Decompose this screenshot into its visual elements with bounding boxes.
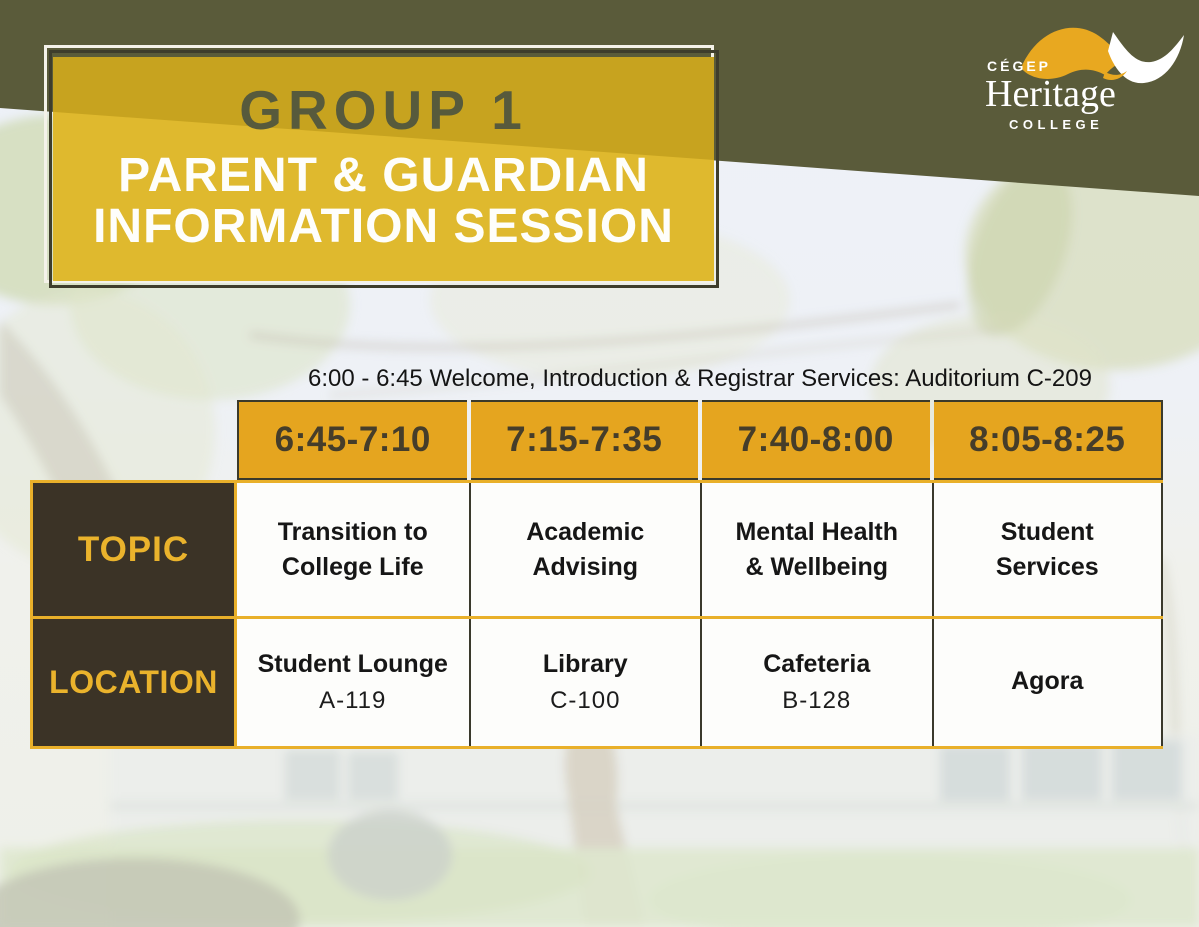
location-name: Agora (1011, 667, 1084, 695)
location-room: A-119 (319, 687, 387, 715)
logo-name-text: Heritage (985, 73, 1116, 115)
location-room: B-128 (782, 687, 852, 715)
title-box (53, 57, 714, 281)
topic-line: & Wellbeing (745, 552, 889, 581)
topic-line: Student (1000, 517, 1094, 546)
topic-line: College Life (281, 552, 424, 581)
topic-row-label: TOPIC (30, 483, 237, 616)
group-label: GROUP 1 (239, 79, 528, 141)
topic-cell (932, 483, 1164, 616)
topic-line: Academic (526, 517, 645, 546)
location-cell (469, 619, 701, 746)
location-name: Library (542, 650, 628, 679)
logo-cegep-text: CÉGEP (987, 58, 1052, 74)
topic-line: Mental Health (735, 517, 899, 546)
session-title-line1: PARENT & GUARDIAN (118, 149, 649, 202)
location-name: Student Lounge (257, 650, 448, 679)
time-header-cell: 7:15-7:35 (471, 400, 699, 480)
location-cell (932, 619, 1164, 746)
logo-college-text: COLLEGE (1009, 117, 1104, 132)
session-title (53, 151, 714, 253)
topic-line: Services (995, 552, 1099, 581)
location-row-label: LOCATION (30, 619, 237, 746)
schedule-body (30, 480, 1163, 749)
location-cell (700, 619, 932, 746)
heritage-college-logo (975, 16, 1195, 146)
intro-note: 6:00 - 6:45 Welcome, Introduction & Registrar Services: Auditorium C-209 (308, 365, 1092, 392)
location-cell (237, 619, 469, 746)
topic-cell (700, 483, 932, 616)
topic-cell (469, 483, 701, 616)
topic-line: Transition to (277, 517, 428, 546)
topic-cell (237, 483, 469, 616)
time-header-cell: 7:40-8:00 (702, 400, 930, 480)
location-name: Cafeteria (763, 650, 871, 679)
time-header-cell: 6:45-7:10 (237, 400, 467, 480)
location-room: C-100 (550, 687, 621, 715)
time-header-cell: 8:05-8:25 (934, 400, 1164, 480)
time-header-row (237, 400, 1163, 480)
session-title-line2: INFORMATION SESSION (93, 199, 674, 253)
topic-line: Advising (532, 552, 639, 581)
schedule-table (30, 400, 1163, 749)
